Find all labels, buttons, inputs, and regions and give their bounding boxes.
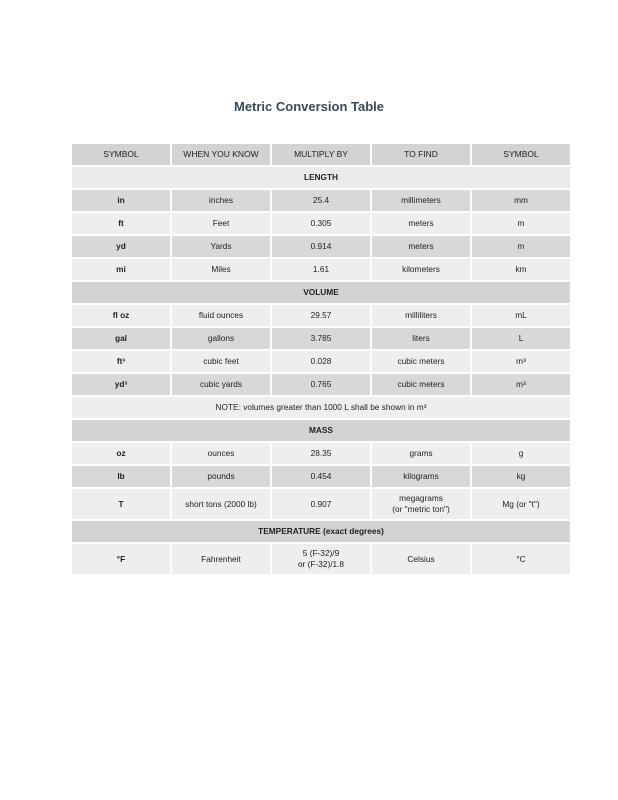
cell-symbol: fl oz: [72, 305, 170, 326]
volume-note: NOTE: volumes greater than 1000 L shall be shown in m³: [72, 397, 570, 418]
cell-multiply: 3.785: [272, 328, 370, 349]
section-temperature: [72, 521, 570, 542]
cell-find: liters: [372, 328, 470, 349]
cell-multiply: 1.61: [272, 259, 370, 280]
cell-know: short tons (2000 lb): [172, 489, 270, 519]
cell-find: kilograms: [372, 466, 470, 487]
header-to-find: TO FIND: [372, 144, 470, 165]
cell-multiply: 28.35: [272, 443, 370, 464]
cell-know: Feet: [172, 213, 270, 234]
cell-result: Mg (or "t"): [472, 489, 570, 519]
cell-multiply-line2: or (F-32)/1.8: [297, 559, 345, 569]
cell-multiply: 0.765: [272, 374, 370, 395]
cell-result: °C: [472, 544, 570, 574]
cell-symbol: gal: [72, 328, 170, 349]
table-row: [72, 351, 570, 372]
cell-know: cubic yards: [172, 374, 270, 395]
cell-multiply: 0.305: [272, 213, 370, 234]
cell-symbol: °F: [72, 544, 170, 574]
cell-know: cubic feet: [172, 351, 270, 372]
cell-result: m³: [472, 351, 570, 372]
cell-know: inches: [172, 190, 270, 211]
table-row: [72, 305, 570, 326]
header-symbol: SYMBOL: [72, 144, 170, 165]
cell-know: gallons: [172, 328, 270, 349]
cell-result: m: [472, 236, 570, 257]
cell-symbol: oz: [72, 443, 170, 464]
cell-multiply: [272, 544, 370, 574]
cell-know: fluid ounces: [172, 305, 270, 326]
cell-result: kg: [472, 466, 570, 487]
header-when-you-know: WHEN YOU KNOW: [172, 144, 270, 165]
cell-symbol: T: [72, 489, 170, 519]
cell-result: m: [472, 213, 570, 234]
cell-find: meters: [372, 213, 470, 234]
cell-multiply: 29.57: [272, 305, 370, 326]
table-row: [72, 213, 570, 234]
cell-multiply: 0.907: [272, 489, 370, 519]
cell-symbol: in: [72, 190, 170, 211]
cell-symbol: ft³: [72, 351, 170, 372]
conversion-table: [70, 142, 572, 576]
table-row: [72, 374, 570, 395]
cell-find: cubic meters: [372, 374, 470, 395]
cell-know: Miles: [172, 259, 270, 280]
cell-multiply: 0.454: [272, 466, 370, 487]
table-row: [72, 236, 570, 257]
cell-multiply: 25.4: [272, 190, 370, 211]
cell-symbol: lb: [72, 466, 170, 487]
cell-find: milliliters: [372, 305, 470, 326]
cell-multiply: 0.914: [272, 236, 370, 257]
cell-multiply-line1: 5 (F-32)/9: [302, 548, 340, 558]
cell-know: ounces: [172, 443, 270, 464]
cell-find: millimeters: [372, 190, 470, 211]
section-label: TEMPERATURE (exact degrees): [72, 521, 570, 542]
volume-note-row: [72, 397, 570, 418]
table-row: [72, 489, 570, 519]
header-result-symbol: SYMBOL: [472, 144, 570, 165]
cell-find-line1: megagrams: [399, 493, 443, 503]
cell-know: Fahrenheit: [172, 544, 270, 574]
cell-find: cubic meters: [372, 351, 470, 372]
table-row: [72, 328, 570, 349]
cell-know: Yards: [172, 236, 270, 257]
table-row: [72, 443, 570, 464]
cell-symbol: yd: [72, 236, 170, 257]
cell-result: m³: [472, 374, 570, 395]
cell-symbol: ft: [72, 213, 170, 234]
header-multiply-by: MULTIPLY BY: [272, 144, 370, 165]
cell-result: g: [472, 443, 570, 464]
section-label: LENGTH: [72, 167, 570, 188]
section-volume: [72, 282, 570, 303]
cell-find-line2: (or "metric ton"): [392, 504, 450, 514]
section-length: [72, 167, 570, 188]
header-row: [72, 144, 570, 165]
cell-result: L: [472, 328, 570, 349]
cell-find: grams: [372, 443, 470, 464]
table-row: [72, 466, 570, 487]
cell-find: kilometers: [372, 259, 470, 280]
table-row: [72, 259, 570, 280]
cell-result: mL: [472, 305, 570, 326]
cell-find: [372, 489, 470, 519]
table-row: [72, 544, 570, 574]
cell-find: meters: [372, 236, 470, 257]
cell-find: Celsius: [372, 544, 470, 574]
cell-multiply: 0.028: [272, 351, 370, 372]
cell-symbol: yd³: [72, 374, 170, 395]
section-label: MASS: [72, 420, 570, 441]
cell-result: km: [472, 259, 570, 280]
section-label: VOLUME: [72, 282, 570, 303]
cell-know: pounds: [172, 466, 270, 487]
cell-symbol: mi: [72, 259, 170, 280]
section-mass: [72, 420, 570, 441]
cell-result: mm: [472, 190, 570, 211]
page-title: Metric Conversion Table: [233, 99, 384, 114]
table-row: [72, 190, 570, 211]
